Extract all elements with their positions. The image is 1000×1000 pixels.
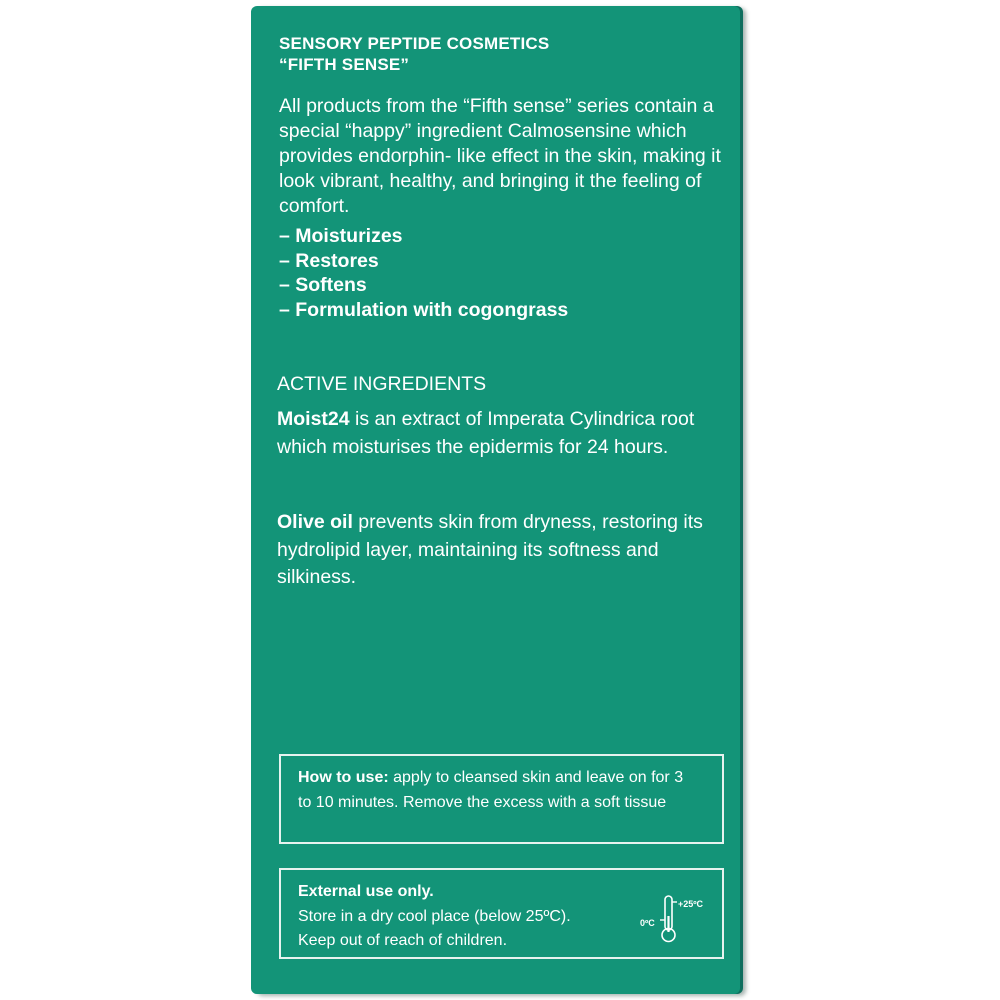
- active-ingredients-heading: ACTIVE INGREDIENTS: [277, 373, 487, 395]
- ingredient-moist24: [277, 406, 722, 461]
- ingredient-name: Moist24: [277, 408, 350, 430]
- title-line-2: “FIFTH SENSE”: [279, 55, 410, 74]
- how-to-use-text: [298, 766, 698, 815]
- storage-line-1: Store in a dry cool place (below 25ºC).: [298, 907, 571, 925]
- ingredient-olive-oil: [277, 509, 722, 592]
- intro-paragraph: All products from the “Fifth sense” series contain a special “happy” ingredient Calmosensine which provides endorphin- like effect in the skin, making it look vibrant, healthy, and bringing it the feeling of comfort.: [279, 95, 721, 217]
- ingredient-description: is an extract of Imperata Cylindrica root which moisturises the epidermis for 24 hours.: [277, 408, 695, 458]
- how-to-use-label: How to use:: [298, 769, 389, 786]
- temp-low-label: 0ºC: [640, 918, 655, 928]
- temp-high-label: +25ºC: [678, 899, 704, 909]
- ingredient-name: Olive oil: [277, 511, 353, 533]
- storage-box: [279, 868, 724, 959]
- how-to-use-instructions: apply to cleansed skin and leave on for 3 to 10 minutes. Remove the excess with a soft tissue: [298, 769, 684, 811]
- ingredient-description: prevents skin from dryness, restoring its hydrolipid layer, maintaining its softness and silkiness.: [277, 511, 703, 588]
- list-item: – Restores: [279, 249, 379, 272]
- storage-line-2: Keep out of reach of children.: [298, 932, 508, 949]
- list-item: – Formulation with cogongrass: [279, 298, 569, 321]
- list-item: – Softens: [279, 274, 367, 296]
- external-use-label: External use only.: [298, 883, 434, 900]
- page-title: [279, 33, 719, 75]
- product-info-panel: [251, 6, 740, 994]
- thermometer-icon: [638, 888, 708, 948]
- how-to-use-box: [279, 754, 724, 844]
- title-line-1: SENSORY PEPTIDE COSMETICS: [279, 34, 550, 53]
- list-item: – Moisturizes: [279, 225, 403, 247]
- benefits-list: [279, 224, 719, 322]
